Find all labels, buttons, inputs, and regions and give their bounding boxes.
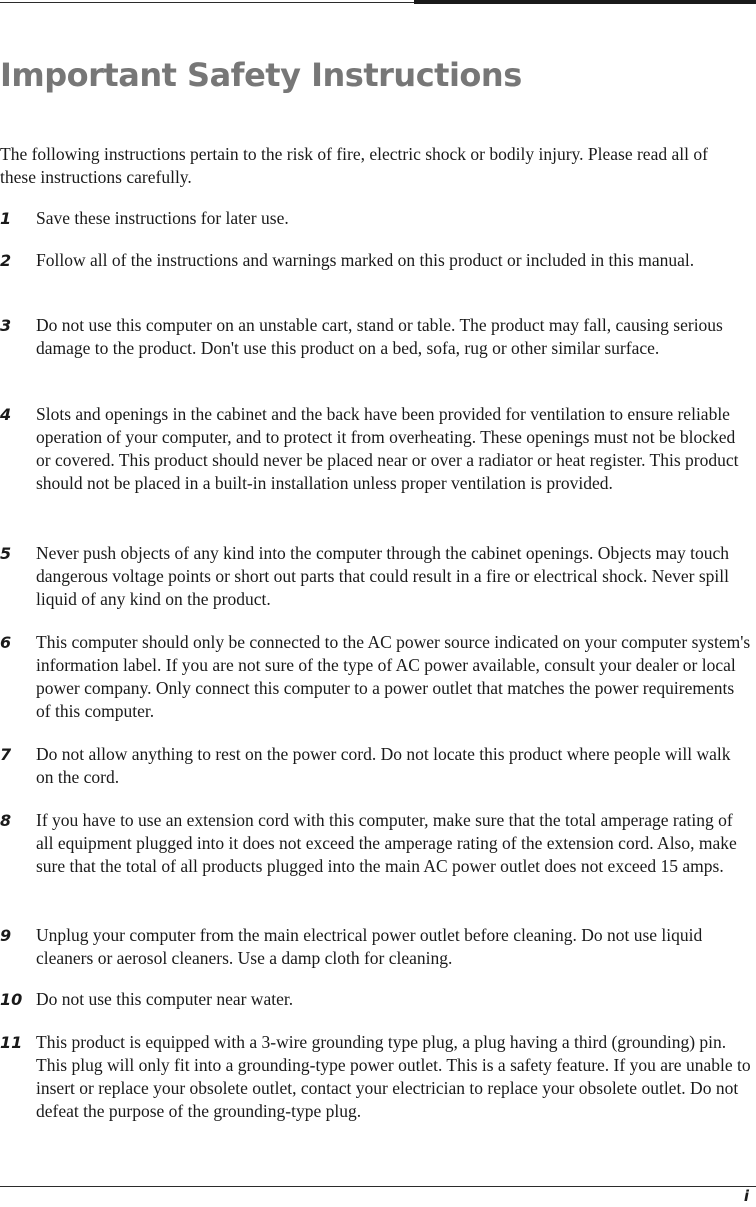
item-text: Do not use this computer near water. <box>36 989 294 1009</box>
item-number: 3 <box>0 316 12 335</box>
page-title: Important Safety Instructions <box>0 56 522 94</box>
item-number: 8 <box>0 811 12 830</box>
header-rule-thick <box>414 0 756 4</box>
item-text: Save these instructions for later use. <box>36 208 289 228</box>
footer-rule <box>0 1186 756 1187</box>
item-text: Slots and openings in the cabinet and the back have been provided for ventilation to ensure reliable operation of your computer, and to protect it from overheating. These openings must not be blocked or covered. This product should never be placed near or over a radiator or heat register. This product should not be placed in a built-in installation unless proper ventilation is provided. <box>36 404 739 493</box>
item-number: 1 <box>0 209 12 228</box>
item-text: Follow all of the instructions and warnings marked on this product or included in this manual. <box>36 250 695 270</box>
item-number: 10 <box>0 990 23 1009</box>
item-number: 2 <box>0 251 12 270</box>
item-number: 11 <box>0 1033 23 1052</box>
item-number: 9 <box>0 926 12 945</box>
item-number: 7 <box>0 745 12 764</box>
intro-paragraph: The following instructions pertain to the risk of fire, electric shock or bodily injury. Please read all of these instructions carefully. <box>0 144 708 187</box>
header-rule-thin <box>0 2 414 3</box>
page-number: i <box>743 1187 749 1205</box>
item-number: 5 <box>0 544 12 563</box>
item-number: 6 <box>0 633 12 652</box>
item-text: This product is equipped with a 3-wire grounding type plug, a plug having a third (grounding) pin. This plug will only fit into a grounding-type power outlet. This is a safety feature. If you are unable to insert or replace your obsolete outlet, contact your electrician to replace your obsolete outlet. Do not defeat the purpose of the grounding-type plug. <box>36 1032 751 1121</box>
item-text: Unplug your computer from the main electrical power outlet before cleaning. Do not use liquid cleaners or aerosol cleaners. Use a damp cloth for cleaning. <box>36 925 703 968</box>
item-text: This computer should only be connected to the AC power source indicated on your computer system's information label. If you are not sure of the type of AC power available, consult your dealer or local power company. Only connect this computer to a power outlet that matches the power requirements of this computer. <box>36 632 751 721</box>
item-text: Never push objects of any kind into the computer through the cabinet openings. Objects may touch dangerous voltage points or short out parts that could result in a fire or electrical shock. Never spill liquid of any kind on the product. <box>36 543 730 609</box>
item-number: 4 <box>0 405 12 424</box>
item-text: Do not allow anything to rest on the power cord. Do not locate this product where people will walk on the cord. <box>36 744 731 787</box>
item-text: Do not use this computer on an unstable cart, stand or table. The product may fall, causing serious damage to the product. Don't use this product on a bed, sofa, rug or other similar surface. <box>36 315 723 358</box>
item-text: If you have to use an extension cord with this computer, make sure that the total amperage rating of all equipment plugged into it does not exceed the amperage rating of the extension cord. Also, make sure that the total of all products plugged into the main AC power outlet does not exceed 15 amps. <box>36 810 737 876</box>
